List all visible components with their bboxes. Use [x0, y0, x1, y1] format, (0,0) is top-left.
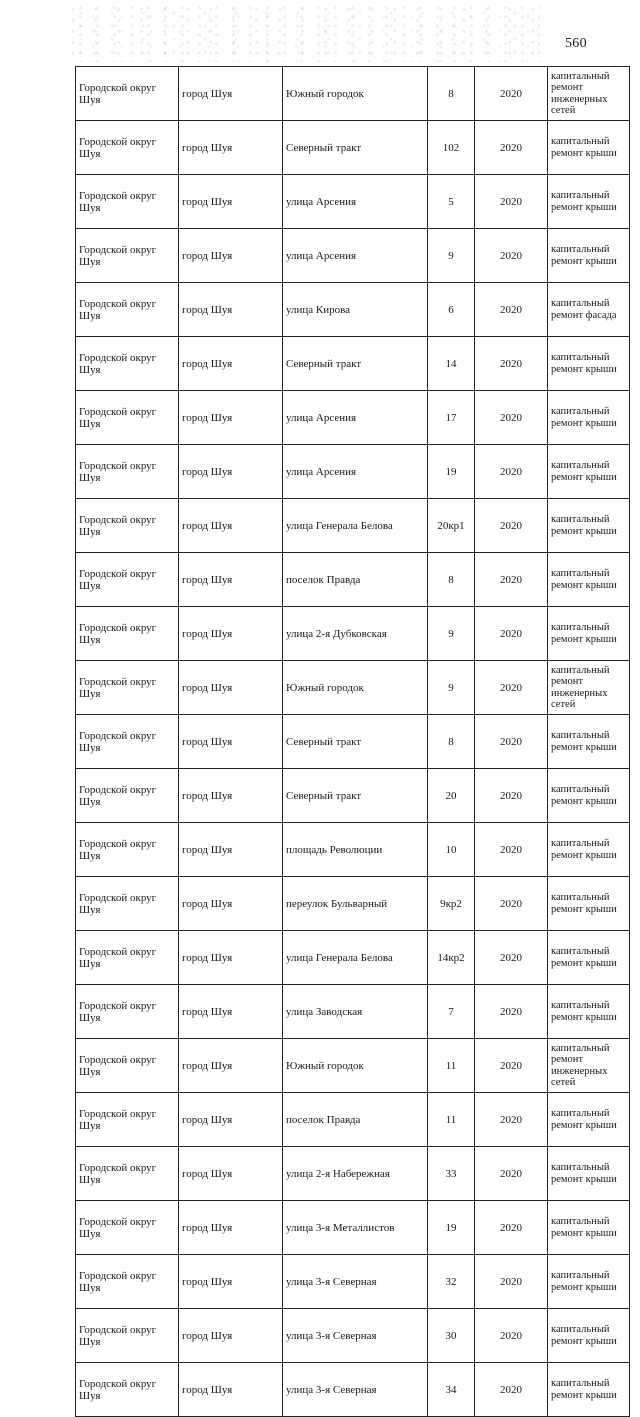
table-row [76, 175, 630, 229]
city-cell: город Шуя [179, 877, 283, 931]
house-number-cell: 8 [428, 715, 475, 769]
table-row [76, 499, 630, 553]
city-cell: город Шуя [179, 337, 283, 391]
city-cell: город Шуя [179, 985, 283, 1039]
work-type-cell: капитальный ремонт крыши [548, 445, 630, 499]
year-cell: 2020 [475, 67, 548, 121]
house-number-cell: 32 [428, 1255, 475, 1309]
year-cell: 2020 [475, 175, 548, 229]
district-cell: Городской округ Шуя [76, 823, 179, 877]
city-cell: город Шуя [179, 607, 283, 661]
district-cell: Городской округ Шуя [76, 1093, 179, 1147]
work-type-cell: капитальный ремонт крыши [548, 337, 630, 391]
table-row [76, 229, 630, 283]
table-row [76, 715, 630, 769]
district-cell: Городской округ Шуя [76, 391, 179, 445]
year-cell: 2020 [475, 931, 548, 985]
year-cell: 2020 [475, 1147, 548, 1201]
district-cell: Городской округ Шуя [76, 877, 179, 931]
city-cell: город Шуя [179, 229, 283, 283]
street-cell: улица 2-я Дубковская [283, 607, 428, 661]
house-number-cell: 11 [428, 1039, 475, 1093]
year-cell: 2020 [475, 1093, 548, 1147]
house-number-cell: 14кр2 [428, 931, 475, 985]
city-cell: город Шуя [179, 121, 283, 175]
city-cell: город Шуя [179, 931, 283, 985]
street-cell: улица Кирова [283, 283, 428, 337]
district-cell: Городской округ Шуя [76, 1147, 179, 1201]
district-cell: Городской округ Шуя [76, 607, 179, 661]
city-cell: город Шуя [179, 1255, 283, 1309]
year-cell: 2020 [475, 715, 548, 769]
district-cell: Городской округ Шуя [76, 715, 179, 769]
work-type-cell: капитальный ремонт крыши [548, 553, 630, 607]
city-cell: город Шуя [179, 1147, 283, 1201]
city-cell: город Шуя [179, 1201, 283, 1255]
house-number-cell: 17 [428, 391, 475, 445]
table-row [76, 823, 630, 877]
street-cell: улица Арсения [283, 445, 428, 499]
work-type-cell: капитальный ремонт крыши [548, 391, 630, 445]
work-type-cell: капитальный ремонт крыши [548, 1201, 630, 1255]
city-cell: город Шуя [179, 283, 283, 337]
district-cell: Городской округ Шуя [76, 121, 179, 175]
house-number-cell: 5 [428, 175, 475, 229]
work-type-cell: капитальный ремонт крыши [548, 229, 630, 283]
table-row [76, 769, 630, 823]
year-cell: 2020 [475, 1363, 548, 1417]
house-number-cell: 30 [428, 1309, 475, 1363]
table-row [76, 661, 630, 715]
house-number-cell: 20кр1 [428, 499, 475, 553]
year-cell: 2020 [475, 1309, 548, 1363]
year-cell: 2020 [475, 121, 548, 175]
city-cell: город Шуя [179, 67, 283, 121]
city-cell: город Шуя [179, 715, 283, 769]
year-cell: 2020 [475, 283, 548, 337]
table-row [76, 877, 630, 931]
table-row [76, 1039, 630, 1093]
city-cell: город Шуя [179, 1363, 283, 1417]
district-cell: Городской округ Шуя [76, 175, 179, 229]
work-type-cell: капитальный ремонт инженерных сетей [548, 1039, 630, 1093]
house-number-cell: 10 [428, 823, 475, 877]
street-cell: улица 3-я Северная [283, 1363, 428, 1417]
table-row [76, 283, 630, 337]
street-cell: поселок Правда [283, 1093, 428, 1147]
table-row [76, 1255, 630, 1309]
work-type-cell: капитальный ремонт крыши [548, 1147, 630, 1201]
street-cell: Северный тракт [283, 121, 428, 175]
district-cell: Городской округ Шуя [76, 67, 179, 121]
district-cell: Городской округ Шуя [76, 985, 179, 1039]
city-cell: город Шуя [179, 175, 283, 229]
work-type-cell: капитальный ремонт крыши [548, 1255, 630, 1309]
house-number-cell: 34 [428, 1363, 475, 1417]
year-cell: 2020 [475, 661, 548, 715]
street-cell: улица Генерала Белова [283, 499, 428, 553]
table-row [76, 1309, 630, 1363]
street-cell: Южный городок [283, 67, 428, 121]
city-cell: город Шуя [179, 1093, 283, 1147]
house-number-cell: 8 [428, 553, 475, 607]
table-row [76, 391, 630, 445]
city-cell: город Шуя [179, 769, 283, 823]
district-cell: Городской округ Шуя [76, 1255, 179, 1309]
year-cell: 2020 [475, 985, 548, 1039]
street-cell: Северный тракт [283, 337, 428, 391]
district-cell: Городской округ Шуя [76, 1201, 179, 1255]
table-row [76, 445, 630, 499]
house-number-cell: 102 [428, 121, 475, 175]
district-cell: Городской округ Шуя [76, 283, 179, 337]
house-number-cell: 14 [428, 337, 475, 391]
year-cell: 2020 [475, 499, 548, 553]
district-cell: Городской округ Шуя [76, 931, 179, 985]
table-row [76, 337, 630, 391]
work-type-cell: капитальный ремонт инженерных сетей [548, 661, 630, 715]
district-cell: Городской округ Шуя [76, 661, 179, 715]
street-cell: улица Арсения [283, 391, 428, 445]
table-body [76, 67, 630, 1417]
street-cell: площадь Революции [283, 823, 428, 877]
table-row [76, 553, 630, 607]
city-cell: город Шуя [179, 391, 283, 445]
year-cell: 2020 [475, 607, 548, 661]
work-type-cell: капитальный ремонт крыши [548, 607, 630, 661]
work-type-cell: капитальный ремонт фасада [548, 283, 630, 337]
street-cell: Северный тракт [283, 769, 428, 823]
district-cell: Городской округ Шуя [76, 337, 179, 391]
street-cell: Северный тракт [283, 715, 428, 769]
table-row [76, 1147, 630, 1201]
district-cell: Городской округ Шуя [76, 499, 179, 553]
city-cell: город Шуя [179, 823, 283, 877]
house-number-cell: 8 [428, 67, 475, 121]
work-type-cell: капитальный ремонт крыши [548, 1363, 630, 1417]
work-type-cell: капитальный ремонт инженерных сетей [548, 67, 630, 121]
year-cell: 2020 [475, 769, 548, 823]
house-number-cell: 7 [428, 985, 475, 1039]
street-cell: улица Арсения [283, 229, 428, 283]
street-cell: улица 3-я Металлистов [283, 1201, 428, 1255]
work-type-cell: капитальный ремонт крыши [548, 175, 630, 229]
city-cell: город Шуя [179, 1309, 283, 1363]
street-cell: переулок Бульварный [283, 877, 428, 931]
table-row [76, 121, 630, 175]
city-cell: город Шуя [179, 1039, 283, 1093]
work-type-cell: капитальный ремонт крыши [548, 715, 630, 769]
work-type-cell: капитальный ремонт крыши [548, 877, 630, 931]
work-type-cell: капитальный ремонт крыши [548, 1309, 630, 1363]
street-cell: улица 2-я Набережная [283, 1147, 428, 1201]
city-cell: город Шуя [179, 499, 283, 553]
year-cell: 2020 [475, 877, 548, 931]
street-cell: улица Арсения [283, 175, 428, 229]
work-type-cell: капитальный ремонт крыши [548, 121, 630, 175]
work-type-cell: капитальный ремонт крыши [548, 931, 630, 985]
district-cell: Городской округ Шуя [76, 1309, 179, 1363]
district-cell: Городской округ Шуя [76, 229, 179, 283]
house-number-cell: 9кр2 [428, 877, 475, 931]
table-row [76, 67, 630, 121]
table-row [76, 985, 630, 1039]
city-cell: город Шуя [179, 553, 283, 607]
house-number-cell: 9 [428, 229, 475, 283]
scan-artifact [70, 6, 540, 62]
work-type-cell: капитальный ремонт крыши [548, 499, 630, 553]
work-type-cell: капитальный ремонт крыши [548, 1093, 630, 1147]
year-cell: 2020 [475, 337, 548, 391]
work-type-cell: капитальный ремонт крыши [548, 823, 630, 877]
house-number-cell: 33 [428, 1147, 475, 1201]
city-cell: город Шуя [179, 445, 283, 499]
table-row [76, 1363, 630, 1417]
street-cell: улица 3-я Северная [283, 1309, 428, 1363]
work-type-cell: капитальный ремонт крыши [548, 985, 630, 1039]
house-number-cell: 20 [428, 769, 475, 823]
year-cell: 2020 [475, 823, 548, 877]
page-number: 560 [565, 36, 587, 51]
street-cell: улица Генерала Белова [283, 931, 428, 985]
house-number-cell: 11 [428, 1093, 475, 1147]
house-number-cell: 19 [428, 445, 475, 499]
house-number-cell: 6 [428, 283, 475, 337]
city-cell: город Шуя [179, 661, 283, 715]
street-cell: поселок Правда [283, 553, 428, 607]
table-row [76, 1201, 630, 1255]
year-cell: 2020 [475, 391, 548, 445]
table-row [76, 931, 630, 985]
year-cell: 2020 [475, 1201, 548, 1255]
year-cell: 2020 [475, 229, 548, 283]
district-cell: Городской округ Шуя [76, 769, 179, 823]
district-cell: Городской округ Шуя [76, 553, 179, 607]
street-cell: Южный городок [283, 1039, 428, 1093]
table-row [76, 1093, 630, 1147]
year-cell: 2020 [475, 1039, 548, 1093]
year-cell: 2020 [475, 1255, 548, 1309]
street-cell: Южный городок [283, 661, 428, 715]
year-cell: 2020 [475, 553, 548, 607]
table-row [76, 607, 630, 661]
year-cell: 2020 [475, 445, 548, 499]
district-cell: Городской округ Шуя [76, 445, 179, 499]
work-type-cell: капитальный ремонт крыши [548, 769, 630, 823]
district-cell: Городской округ Шуя [76, 1363, 179, 1417]
house-number-cell: 9 [428, 661, 475, 715]
street-cell: улица Заводская [283, 985, 428, 1039]
house-number-cell: 9 [428, 607, 475, 661]
house-number-cell: 19 [428, 1201, 475, 1255]
district-cell: Городской округ Шуя [76, 1039, 179, 1093]
street-cell: улица 3-я Северная [283, 1255, 428, 1309]
repair-program-table [75, 66, 630, 1417]
